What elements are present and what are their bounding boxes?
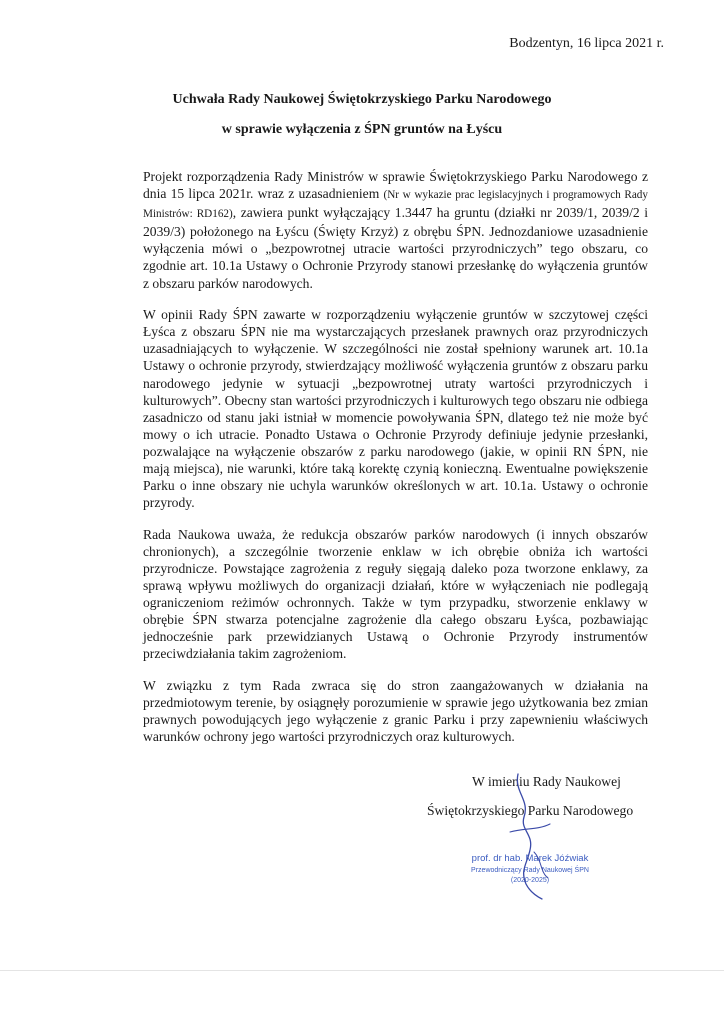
- paragraph-4: W związku z tym Rada zwraca się do stron zaangażowanych w działania na przedmiotowym terenie, by osiągnęły porozumienie w sprawie jego użytkowania bez zmian prawnych powodujących jego wyłączenie z granic Parku i przy zapewnieniu właściwych warunków ochrony jego wartości przyrodniczych oraz kulturowych.: [143, 678, 648, 745]
- document-date: Bodzentyn, 16 lipca 2021 r.: [509, 36, 664, 51]
- document-body: [143, 168, 648, 760]
- document-subtitle: w sprawie wyłączenia z ŚPN gruntów na Łyścu: [221, 122, 503, 137]
- signature-line-2: Świętokrzyskiego Parku Narodowego: [427, 803, 634, 818]
- page-bottom-line: [0, 970, 724, 971]
- document-title: Uchwała Rady Naukowej Świętokrzyskiego Parku Narodowego: [172, 92, 552, 107]
- paragraph-3: Rada Naukowa uważa, że redukcja obszarów parków narodowych (i innych obszarów chronionych), a szczególnie tworzenie enklaw w ich obrębie obniża ich wartości przyrodnicze. Powstające zagrożenia z reguły sięgają daleko poza tworzone enklawy, za sprawą wpływu możliwych do organizacji działań, które w wyłączeniach nie podlegają ograniczeniom reżimów ochronnych. Także w tym przypadku, stworzenie enklawy w obrębie ŚPN stwarza potencjalne zagrożenie dla całego obszaru Łyśca, pozbawiając jednocześnie park przewidzianych Ustawą o Ochronie Przyrody instrumentów przeciwdziałania takim zagrożeniom.: [143, 526, 648, 662]
- paragraph-1: [143, 168, 648, 292]
- handwritten-signature: [490, 772, 570, 902]
- paragraph-1-part-a: Projekt rozporządzenia Rady Ministrów w sprawie Świętokrzyskiego Parku Narodowego z dnia 15 lipca 2021r. wraz z uzasadnieniem: [143, 169, 648, 202]
- signature-line-1: W imieniu Rady Naukowej: [472, 774, 621, 789]
- stamp-term: (2020-2025): [510, 877, 550, 884]
- stamp-role: Przewodniczący Rady Naukowej ŚPN: [471, 867, 589, 874]
- paragraph-1-part-b: , zawiera punkt wyłączający 1.3447 ha gruntu (działki nr 2039/1, 2039/2 i 2039/3) położonego na Łyścu (Święty Krzyż) z obrębu ŚPN. Jednozdaniowe uzasadnienie wyłączenia mówi o „bezpowrotnej utracie wartości przyrodniczych” tego obszaru, co zgodnie art. 10.1a Ustawy o Ochronie Przyrody stanowi przesłankę do wyłączenia gruntów z obszaru parków narodowych.: [143, 205, 648, 291]
- legislative-reference: (Nr w wykazie prac legislacyjnych i programowych Rady Ministrów: RD162): [143, 189, 648, 221]
- stamp-name: prof. dr hab. Marek Jóźwiak: [471, 853, 589, 864]
- paragraph-2: W opinii Rady ŚPN zawarte w rozporządzeniu wyłączenie gruntów w szczytowej części Łyśca z obszaru ŚPN nie ma wystarczających przesłanek prawnych oraz przyrodniczych uzasadniających to wyłączenie. W szczególności nie został spełniony warunek art. 10.1a Ustawy o ochronie przyrody, stwierdzający możliwość wyłączenia gruntów z obszaru parku narodowego jedynie w sytuacji „bezpowrotnej utraty wartości przyrodniczych i kulturowych”. Obecny stan wartości przyrodniczych i kulturowych tego obszaru nie odbiega zasadniczo od stanu jaki istniał w momencie powoływania ŚPN, dlatego też nie może być mowy o ich utracie. Ponadto Ustawa o Ochronie Przyrody definiuje jedynie przesłanki, pozwalające na wyłączenie obszarów z parku narodowego (jakie, w opinii RN ŚPN, nie mają miejsca), nie warunki, które taką korektę czynią konieczną. Ewentualne powiększenie Parku o inne obszary nie uchyla warunków określonych w art. 10.1a. Ustawy o ochronie przyrody.: [143, 307, 648, 511]
